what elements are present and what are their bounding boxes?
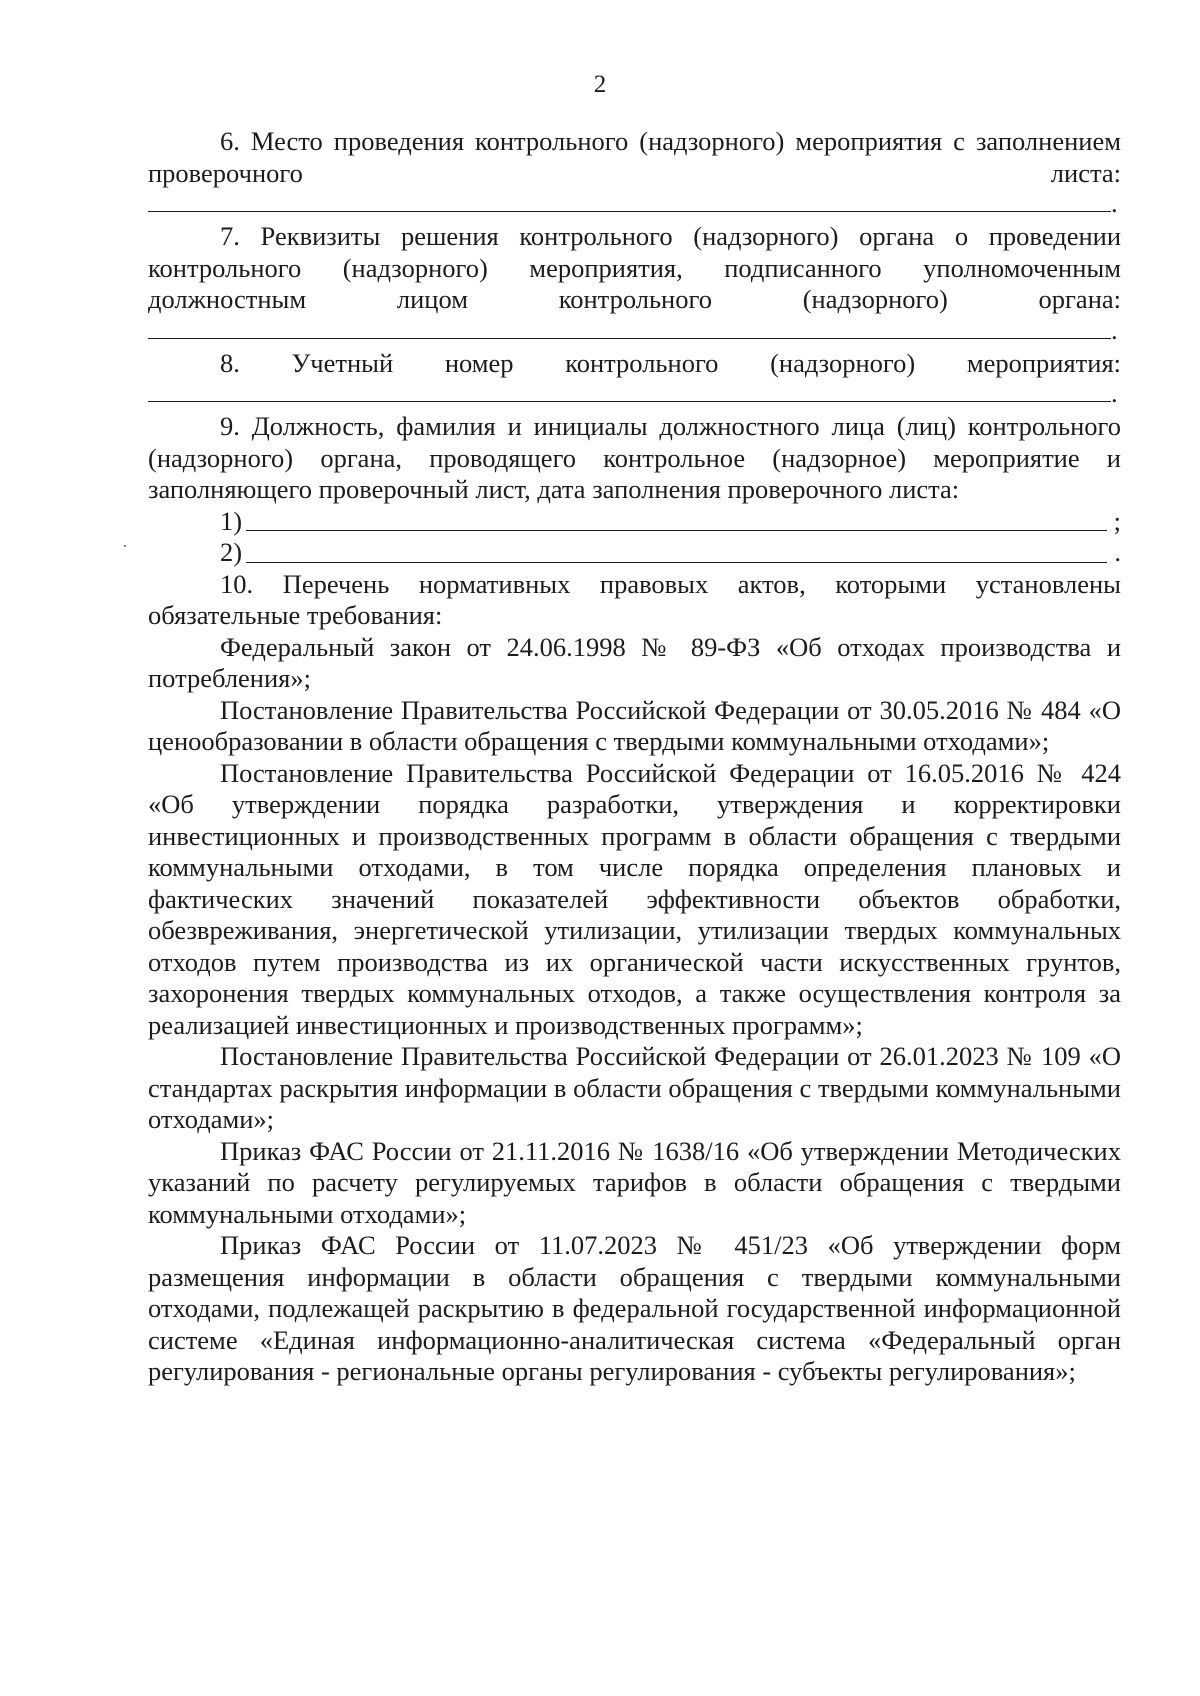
legal-act: Постановление Правительства Российской Федерации от 16.05.2016 № 424 «Об утверждении порядка разработки, утверждения и корректировки инвестиционных и производственных программ в области обращения с твердыми коммунальными отходами, в том числе порядка определения плановых и фактических значений показателей эффективности объектов обработки, обезвреживания, энергетической утилизации, утилизации твердых коммунальных отходов путем производства из их органической части искусственных грунтов, захоронения твердых коммунальных отходов, а также осуществления контроля за реализацией инвестиционных и производственных программ»; xyxy=(148,757,1121,1040)
blank-terminator: . xyxy=(1114,537,1121,567)
item-9-blank-2 xyxy=(148,537,1121,569)
blank-rule xyxy=(246,530,1107,531)
legal-act: Постановление Правительства Российской Федерации от 30.05.2016 № 484 «О ценообразовании в области обращения с твердыми коммунальными отходами»; xyxy=(148,694,1121,756)
blank-terminator: . xyxy=(1111,314,1118,345)
blank-terminator: ; xyxy=(1113,505,1121,536)
legal-act: Приказ ФАС России от 21.11.2016 № 1638/16 «Об утверждении Методических указаний по расчету регулируемых тарифов в области обращения с твердыми коммунальными отходами»; xyxy=(148,1135,1121,1229)
page-number: 2 xyxy=(593,71,607,98)
blank-rule xyxy=(148,401,1111,402)
item-10-text: 10. Перечень нормативных правовых актов, которыми установлены обязательные требования: xyxy=(148,568,1121,630)
blank-rule xyxy=(148,211,1111,212)
legal-act: Постановление Правительства Российской Федерации от 26.01.2023 № 109 «О стандартах раскрытия информации в области обращения с твердыми коммунальными отходами»; xyxy=(148,1041,1121,1134)
item-7-blank-field xyxy=(148,316,1121,346)
item-9-text: 9. Должность, фамилия и инициалы должностного лица (лиц) контрольного (надзорного) органа, проводящего контрольное (надзорное) мероприятие и заполняющего проверочный лист, дата заполнения проверочного листа: xyxy=(148,411,1121,504)
item-6-blank-field xyxy=(148,189,1121,219)
scan-speck xyxy=(124,545,126,547)
item-9-blank-1 xyxy=(148,506,1121,538)
blank-terminator: . xyxy=(1111,188,1118,218)
blank-number: 1) xyxy=(220,505,243,536)
document-body xyxy=(148,126,1121,1388)
item-6-text: 6. Место проведения контрольного (надзорного) мероприятия с заполнением проверочного листа: xyxy=(148,126,1121,188)
blank-rule xyxy=(246,562,1107,563)
blank-rule xyxy=(148,338,1111,339)
item-8-blank-field xyxy=(148,379,1121,409)
blank-terminator: . xyxy=(1111,378,1118,408)
item-8-text: 8. Учетный номер контрольного (надзорного) мероприятия: xyxy=(220,347,1121,378)
item-7-text: 7. Реквизиты решения контрольного (надзорного) органа о проведении контрольного (надзорного) мероприятия, подписанного уполномоченным должностным лицом контрольного (надзорного) органа: xyxy=(148,221,1121,314)
blank-number: 2) xyxy=(220,537,243,567)
legal-act: Приказ ФАС России от 11.07.2023 № 451/23 «Об утверждении форм размещения информации в области обращения с твердыми коммунальными отходами, подлежащей раскрытию в федеральной государственной информационной системе «Единая информационно-аналитическая система «Федеральный орган регулирования - региональные органы регулирования - субъекты регулирования»; xyxy=(148,1230,1121,1386)
legal-act: Федеральный закон от 24.06.1998 № 89-ФЗ «Об отходах производства и потребления»; xyxy=(148,631,1121,693)
